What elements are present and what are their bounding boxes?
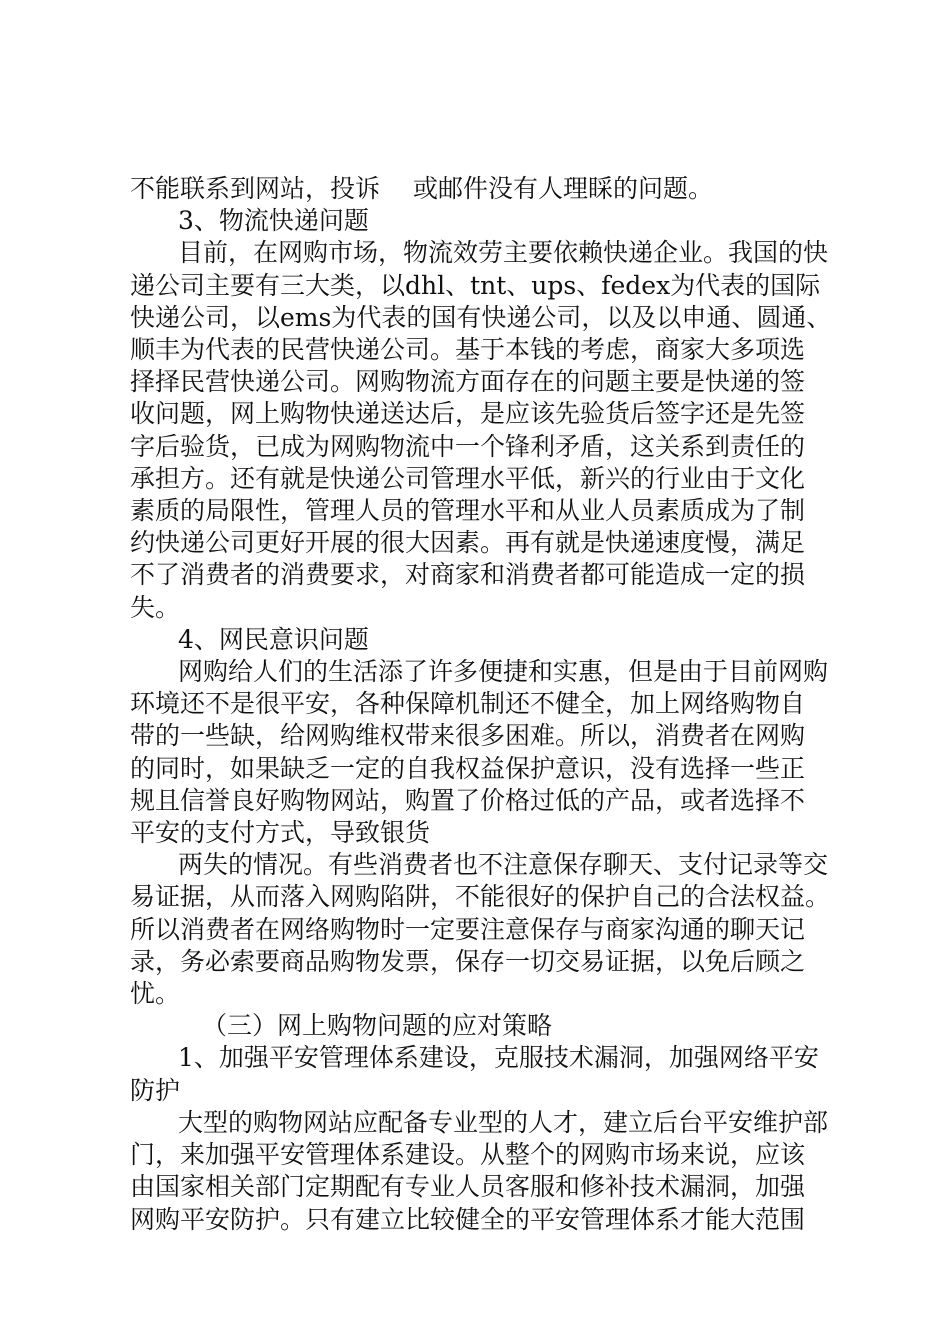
text-line: 环境还不是很平安，各种保障机制还不健全，加上网络购物自 [130, 689, 806, 719]
text-line: 网购给人们的生活添了许多便捷和实惠，但是由于目前网购 [178, 657, 829, 687]
text-line: 易证据，从而落入网购陷阱，不能很好的保护自己的合法权益。 [130, 882, 831, 912]
text-line: 录，务必索要商品购物发票，保存一切交易证据，以免后顾之 [130, 946, 806, 976]
text-line: 不能联系到网站，投诉 或邮件没有人理睬的问题。 [130, 174, 713, 203]
text-line: 带的一些缺，给网购维权带来很多困难。所以，消费者在网购 [130, 721, 806, 751]
section-heading: 3、物流快递问题 [178, 206, 369, 236]
text-line: 网购平安防护。只有建立比较健全的平安管理体系才能大范围 [130, 1204, 806, 1234]
text-line: 快递公司，以ems为代表的国有快递公司，以及以申通、圆通、 [130, 302, 832, 332]
text-line: 由国家相关部门定期配有专业人员客服和修补技术漏洞，加强 [130, 1172, 806, 1202]
section-heading: （三）网上购物问题的应对策略 [202, 1011, 553, 1041]
text-line: 的同时，如果缺乏一定的自我权益保护意识，没有选择一些正 [130, 753, 806, 783]
text-line: 目前，在网购市场，物流效劳主要依赖快递企业。我国的快 [178, 238, 829, 268]
text-line: 平安的支付方式，导致银货 [130, 818, 431, 848]
text-line: 防护 [130, 1075, 181, 1105]
text-line: 顺丰为代表的民营快递公司。基于本钱的考虑，商家大多项选 [130, 335, 806, 365]
text-line: 递公司主要有三大类，以dhl、tnt、ups、fedex为代表的国际 [130, 270, 821, 300]
text-line: 大型的购物网站应配备专业型的人才，建立后台平安维护部 [178, 1107, 829, 1137]
subsection-heading: 1、加强平安管理体系建设，克服技术漏洞，加强网络平安 [178, 1043, 819, 1073]
text-line: 忧。 [130, 979, 181, 1009]
text-line: 收问题，网上购物快递送达后，是应该先验货后签字还是先签 [130, 399, 806, 429]
text-line: 字后验货，已成为网购物流中一个锋利矛盾，这关系到责任的 [130, 431, 806, 461]
text-line: 择择民营快递公司。网购物流方面存在的问题主要是快递的签 [130, 367, 806, 397]
text-line: 素质的局限性，管理人员的管理水平和从业人员素质成为了制 [130, 496, 806, 526]
text-line: 不了消费者的消费要求，对商家和消费者都可能造成一定的损 [130, 560, 806, 590]
text-line: 失。 [130, 592, 181, 622]
document-page [130, 173, 835, 1236]
text-line: 承担方。还有就是快递公司管理水平低，新兴的行业由于文化 [130, 463, 806, 493]
section-heading: 4、网民意识问题 [178, 624, 369, 654]
text-line: 所以消费者在网络购物时一定要注意保存与商家沟通的聊天记 [130, 914, 806, 944]
text-line: 规且信誉良好购物网站，购置了价格过低的产品，或者选择不 [130, 785, 806, 815]
text-line: 两失的情况。有些消费者也不注意保存聊天、支付记录等交 [178, 850, 829, 880]
text-line: 约快递公司更好开展的很大因素。再有就是快递速度慢，满足 [130, 528, 806, 558]
text-line: 门，来加强平安管理体系建设。从整个的网购市场来说，应该 [130, 1140, 806, 1170]
